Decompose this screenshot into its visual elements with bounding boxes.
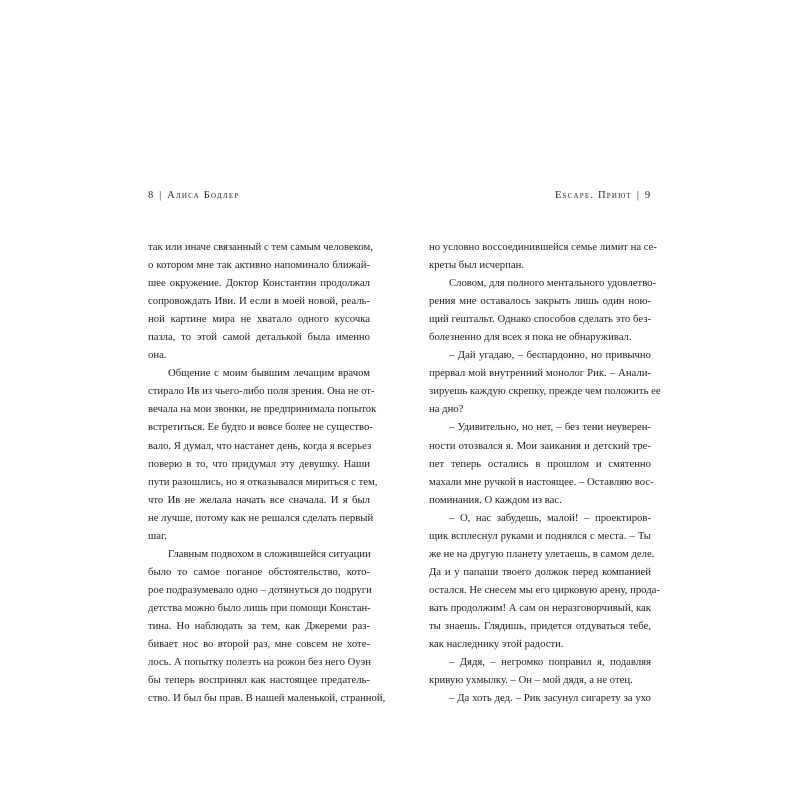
page-number: 9 — [644, 190, 651, 201]
text-line: поверю в то, что придумал эту девушку. Наши — [148, 457, 370, 470]
text-line: – Удивительно, но нет, – без тени неуверен- — [449, 421, 651, 434]
header-separator: | — [159, 190, 163, 201]
text-line: стирало Ив из чьего-либо поля зрения. Она не от- — [148, 385, 375, 398]
left-running-head — [148, 190, 239, 201]
text-line: прервал мой внутренний монолог Рик. – Анали- — [429, 367, 651, 380]
text-line: сопровождать Иви. И если в моей новой, реаль- — [148, 295, 370, 308]
text-line: пет теперь остались в прошлом и смятенно — [429, 457, 651, 470]
text-line: Главным подвохом в сложившейся ситуации — [168, 547, 371, 560]
text-line: Общение с моим бывшим лечащим врачом — [168, 367, 370, 380]
text-line: шаг. — [148, 529, 167, 542]
text-line: вало. Я думал, что настанет день, когда я всерьез — [148, 439, 372, 452]
text-line: она. — [148, 349, 167, 362]
text-line: не лучше, потому как не решался сделать первый — [148, 511, 374, 524]
author-name: Алиса Бодлер — [167, 190, 240, 201]
text-line: – Дядя, – негромко поправил я, подавляя — [449, 656, 651, 669]
text-line: шее окружение. Доктор Константин продолжал — [148, 277, 370, 290]
text-line: что Ив не желала начать все сначала. И я был — [148, 493, 370, 506]
text-line: пазла, то этой самой деталькой была именно — [148, 331, 370, 344]
text-line: же не на другую планету улетаешь, в самом деле. — [429, 547, 655, 560]
text-line: вечала на мои звонки, не предпринимала попыток — [148, 403, 377, 416]
text-line: детства можно было лишь при помощи Констан- — [148, 601, 371, 614]
text-line: щий гештальт. Однако способов сделать это без- — [429, 313, 651, 326]
text-line: махали мне ручкой в настоящее. – Оставляю вос- — [429, 475, 654, 488]
text-line: ности отозвался я. Мои заикания и детский тре- — [429, 439, 651, 452]
text-line: было то самое поганое обстоятельство, кото- — [148, 565, 370, 578]
text-line: вать продолжим! А сам он неразговорчивый, как — [429, 601, 651, 614]
text-line: рое подразумевало одно – дотянуться до подруги — [148, 583, 372, 596]
text-line: ной картине мира не хватало одного кусочка — [148, 313, 370, 326]
text-line: о котором мне так активно напоминало ближай- — [148, 259, 370, 272]
text-line: – О, нас забудешь, малой! – проектиров- — [449, 511, 651, 524]
text-line: остался. Не снесем мы его цирковую арену, прода- — [429, 583, 660, 596]
text-line: ство. И был бы прав. В нашей маленькой, странной, — [148, 692, 386, 705]
text-line: но условно воссоединившейся семье лимит на се- — [429, 241, 657, 253]
text-line: встретиться. Ее будто и вовсе более не существо- — [148, 421, 373, 434]
text-line: бивает нос во второй раз, мне совсем не хоте- — [148, 638, 370, 651]
text-line: рения мне оставалось закрыть лишь один ною- — [429, 295, 651, 308]
text-line: болезненно для всех я пока не обнаруживал. — [429, 331, 632, 344]
text-line: Да и у папаши твоего должок перед компанией — [429, 565, 651, 578]
book-title: Escape. Приют — [554, 190, 632, 201]
text-line: ты знаешь. Глядишь, придется отдуваться тебе, — [429, 619, 651, 632]
text-line: лось. А попытку полезть на рожон без него Оуэн — [148, 656, 371, 669]
right-running-head — [555, 190, 651, 201]
text-line: как наследнику этой радости. — [429, 638, 564, 651]
text-line: Словом, для полного ментального удовлетво- — [449, 277, 657, 290]
text-line: бы теперь воспринял как настоящее предатель- — [148, 674, 370, 687]
text-line: – Да хоть дед. – Рик засунул сигарету за ухо — [449, 692, 651, 705]
text-line: поминания. О каждом из вас. — [429, 493, 562, 506]
page-number: 8 — [148, 190, 155, 201]
right-page — [400, 0, 800, 800]
text-line: щик всплеснул руками и поднялся с места. – Ты — [429, 529, 651, 542]
right-body-text — [429, 238, 661, 707]
text-line: – Дай угадаю, – беспардонно, но привычно — [449, 349, 651, 362]
text-line: креты был исчерпан. — [429, 259, 524, 272]
header-separator: | — [636, 190, 640, 201]
text-line: тина. Но наблюдать за тем, как Джереми раз- — [148, 619, 370, 632]
left-body-text — [148, 238, 386, 707]
text-line: кривую ухмылку. – Он – мой дядя, а не отец. — [429, 674, 633, 687]
text-line: зируешь каждую скрепку, прежде чем положить ее — [429, 385, 661, 398]
text-line: так или иначе связанный с тем самым человеком, — [148, 241, 373, 253]
text-line: пути разошлись, но я отказывался мириться с тем, — [148, 475, 378, 488]
text-line: на дно? — [429, 403, 464, 416]
